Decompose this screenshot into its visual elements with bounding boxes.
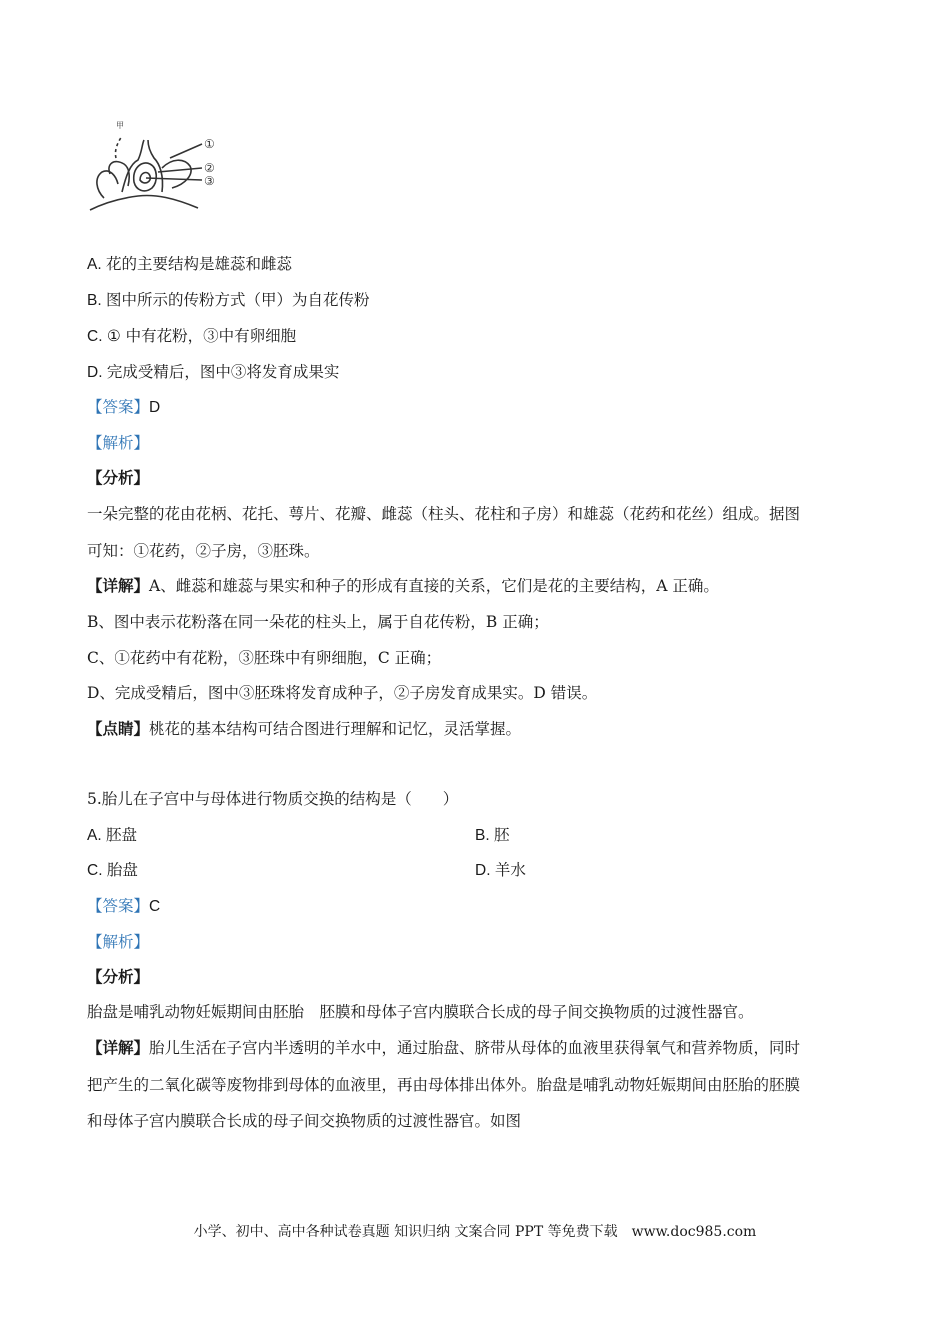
q5-answer [87,895,160,918]
q4-detail-line-1: 【详解】A、雌蕊和雄蕊与果实和种子的形成有直接的关系，它们是花的主要结构，A 正确。 [87,576,719,595]
q5-stem: 5.胎儿在子宫中与母体进行物质交换的结构是（ ） [87,790,459,808]
q5-detail-line-3: 和母体子宫内膜联合长成的母子间交换物质的过渡性器官。如图 [87,1112,522,1130]
answer-tag: 【答案】 [87,897,150,915]
q4-detail-line-4: D、完成受精后，图中③胚珠将发育成种子，②子房发育成果实。D 错误。 [87,684,598,702]
q4-fenxi-line-1: 一朵完整的花由花柄、花托、萼片、花瓣、雌蕊（柱头、花柱和子房）和雄蕊（花药和花丝）组成。据图 [87,505,801,523]
q4-comment: 【点睛】桃花的基本结构可结合图进行理解和记忆，灵活掌握。 [87,719,522,738]
q5-option-d: D. 羊水 [475,861,526,879]
q5-option-a: A. 胚盘 [87,826,137,844]
figure-label-2: ② [204,161,215,175]
q4-option-b: B. 图中所示的传粉方式（甲）为自花传粉 [87,291,370,309]
answer-tag: 【答案】 [87,398,150,416]
q4-fenxi-tag: 【分析】 [87,468,150,487]
detail-tag: 【详解】 [87,576,150,595]
q4-option-c: C. ① 中有花粉，③中有卵细胞 [87,327,297,345]
figure-label-3: ③ [204,174,215,188]
flower-structure-diagram [86,118,226,218]
answer-value: C [149,898,161,915]
q5-options-row-2 [87,859,867,882]
q5-fenxi: 胎盘是哺乳动物妊娠期间由胚胎 胚膜和母体子宫内膜联合长成的母子间交换物质的过渡性器官。 [87,1003,754,1021]
figure-top-label: 甲 [116,121,124,130]
q5-detail-line-1: 【详解】胎儿生活在子宫内半透明的羊水中，通过胎盘、脐带从母体的血液里获得氧气和营养物质，同时 [87,1038,801,1057]
page-footer: 小学、初中、高中各种试卷真题 知识归纳 文案合同 PPT 等免费下载 www.doc985.com [193,1224,757,1240]
answer-value: D [149,399,161,416]
q4-option-a: A. 花的主要结构是雄蕊和雌蕊 [87,255,292,273]
figure-label-1: ① [204,137,215,151]
q5-analysis-tag: 【解析】 [87,933,150,951]
q5-detail-line-2: 把产生的二氧化碳等废物排到母体的血液里，再由母体排出体外。胎盘是哺乳动物妊娠期间由胚胎的胚膜 [87,1076,801,1094]
q4-fenxi-line-2: 可知：①花药，②子房，③胚珠。 [87,542,320,560]
q5-options-row-1 [87,824,867,847]
detail-tag: 【详解】 [87,1038,150,1057]
q5-option-c: C. 胎盘 [87,861,138,879]
q5-fenxi-tag: 【分析】 [87,967,150,986]
q5-option-b: B. 胚 [475,826,510,844]
q4-answer [87,396,160,419]
comment-tag: 【点睛】 [87,719,150,738]
q4-detail-line-2: B、图中表示花粉落在同一朵花的柱头上，属于自花传粉，B 正确； [87,613,549,631]
q4-option-d: D. 完成受精后，图中③将发育成果实 [87,363,340,381]
q4-analysis-tag: 【解析】 [87,434,150,452]
q4-detail-line-3: C、①花药中有花粉，③胚珠中有卵细胞，C 正确； [87,649,442,667]
